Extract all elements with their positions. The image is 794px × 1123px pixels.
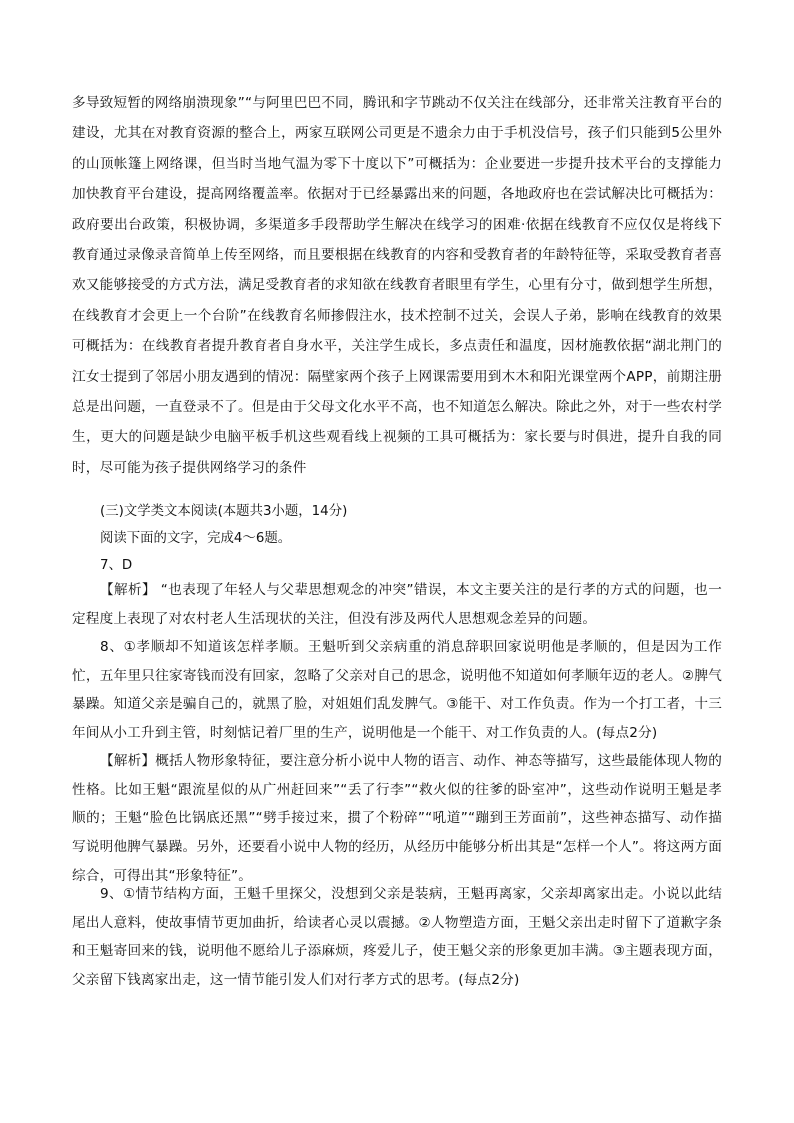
section-instruction: 阅读下面的文字，完成4～6题。 (100, 531, 292, 546)
section-heading: (三)文学类文本阅读(本题共3小题，14分) (100, 504, 348, 519)
question-8-analysis: 【解析】概括人物形象特征，要注意分析小说中人物的语言、动作、神态等描写，这些最能体现人物的性格。比如王魁“跟流星似的从广州赶回来”“丢了行李”“救火似的往爹的卧室冲”，这些动作说明王魁是孝顺的；王魁“脸色比锅底还黑”“劈手接过来，掼了个粉碎”“吼道”“蹦到王芳面前”，这些神态描写、动作描写说明他脾气暴躁。另外，还要看小说中人物的经历，从经历中能够分析出其是“怎样一个人”。将这两方面综合，可得出其“形象特征”。 (72, 753, 722, 884)
question-9-answer: 9、①情节结构方面，王魁千里探父，没想到父亲是装病，王魁再离家，父亲却离家出走。小说以此结尾出人意料，使故事情节更加曲折，给读者心灵以震撼。②人物塑造方面，王魁父亲出走时留下了道歉字条和王魁寄回来的钱，说明他不愿给儿子添麻烦，疼爱儿子，使王魁父亲的形象更加丰满。③主题表现方面，父亲留下钱离家出走，这一情节能引发人们对行孝方式的思考。(每点2分) (72, 886, 722, 989)
question-8-answer: 8、①孝顺却不知道该怎样孝顺。王魁听到父亲病重的消息辞职回家说明他是孝顺的，但是因为工作忙，五年里只往家寄钱而没有回家，忽略了父亲对自己的思念，说明他不知道如何孝顺年迈的老人。②脾气暴躁。知道父亲是骗自己的，就黑了脸，对姐姐们乱发脾气。③能干、对工作负责。作为一个打工者，十三年间从小工升到主管，时刻惦记着厂里的生产，说明他是一个能干、对工作负责的人。(每点2分) (72, 639, 722, 742)
question-7-analysis: 【解析】 “也表现了年轻人与父辈思想观念的冲突”错误，本文主要关注的是行孝的方式的问题，也一定程度上表现了对农村老人生活现状的关注，但没有涉及两代人思想观念差异的问题。 (72, 582, 722, 627)
question-7-answer: 7、D (100, 558, 133, 573)
continued-answer-paragraph: 多导致短暂的网络崩溃现象”“与阿里巴巴不同，腾讯和字节跳动不仅关注在线部分，还非常关注教育平台的建设，尤其在对教育资源的整合上，两家互联网公司更是不遗余力由于手机没信号，孩子们只能到5公里外的山顶帐篷上网络课，但当时当地气温为零下十度以下”可概括为：企业要进一步提升技术平台的支撑能力加快教育平台建设，提高网络覆盖率。依据对于已经暴露出来的问题，各地政府也在尝试解决比可概括为：政府要出台政策，积极协调，多渠道多手段帮助学生解决在线学习的困难·依据在线教育不应仅仅是将线下教育通过录像录音简单上传至网络，而且要根据在线教育的内容和受教育者的年龄特征等，采取受教育者喜欢又能够接受的方式方法，满足受教育者的求知欲在线教育者眼里有学生，心里有分寸，做到想学生所想，在线教育才会更上一个台阶”在线教育名师掺假注水，技术控制不过关，会误人子弟，影响在线教育的效果可概括为：在线教育者提升教育者自身水平，关注学生成长，多点责任和温度，因材施教依据“湖北荆门的江女士提到了邻居小朋友遇到的情况：隔壁家两个孩子上网课需要用到木木和阳光课堂两个APP，前期注册总是出问题，一直登录不了。但是由于父母文化水平不高，也不知道怎么解决。除此之外，对于一些农村学生，更大的问题是缺少电脑平板手机这些观看线上视频的工具可概括为：家长要与时俱进，提升自我的同时，尽可能为孩子提供网络学习的条件 (72, 95, 722, 476)
